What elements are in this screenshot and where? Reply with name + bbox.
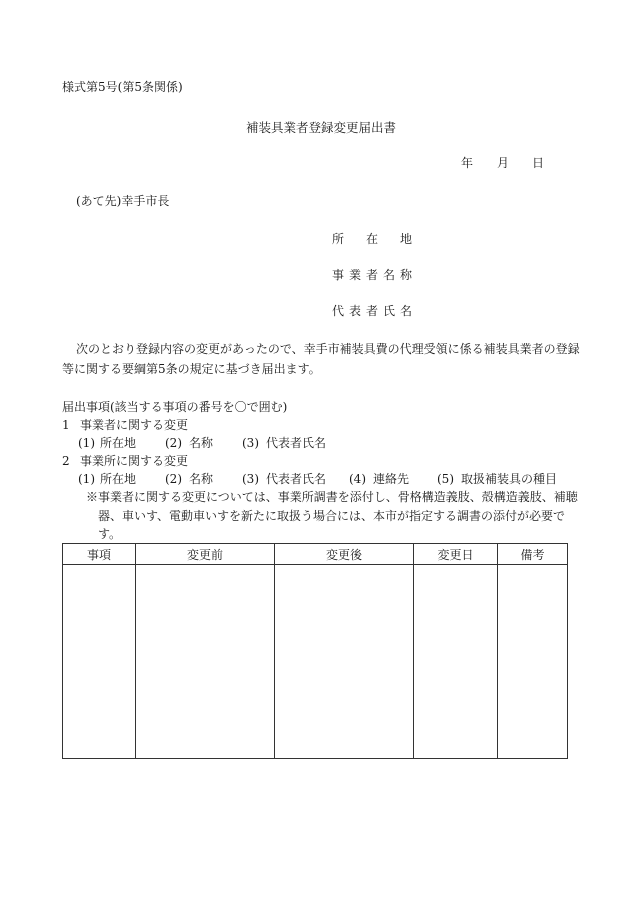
addressee: (あて先)幸手市長 — [76, 194, 170, 208]
section-2-option-5: (5) 取扱補装具の種目 — [437, 472, 558, 486]
section-1-option-3: (3) 代表者氏名 — [242, 436, 327, 450]
form-number: 様式第5号(第5条関係) — [62, 80, 183, 94]
section-2-option-2: (2) 名称 — [165, 472, 214, 486]
note-line-1: ※事業者に関する変更については、事業所調書を添付し、骨格構造義肢、殻構造義肢、補聴 — [86, 490, 578, 504]
representative-label: 代 表 者 氏 名 — [332, 304, 413, 318]
item-cell[interactable] — [63, 565, 136, 759]
date-year-label: 年 — [461, 156, 474, 170]
address-label: 所 在 地 — [332, 232, 413, 246]
change-table — [62, 543, 568, 759]
body-text-line-2: 等に関する要綱第5条の規定に基づき届出ます。 — [62, 362, 321, 376]
table-header-row — [63, 544, 568, 565]
header-before: 変更前 — [136, 544, 275, 565]
business-name-label: 事 業 者 名 称 — [332, 268, 413, 282]
document-title: 補装具業者登録変更届出書 — [246, 120, 397, 135]
section-1-option-1: (1) 所在地 — [78, 436, 137, 450]
remarks-cell[interactable] — [498, 565, 568, 759]
header-after: 変更後 — [275, 544, 414, 565]
section-2-option-3: (3) 代表者氏名 — [242, 472, 327, 486]
section-2-option-4: (4) 連絡先 — [349, 472, 410, 486]
date-month-label: 月 — [497, 156, 510, 170]
section-2-heading: 2 事業所に関する変更 — [62, 454, 189, 468]
body-text-line-1: 次のとおり登録内容の変更があったので、幸手市補装具費の代理受領に係る補装具業者の登録 — [76, 342, 580, 356]
section-1-option-2: (2) 名称 — [165, 436, 214, 450]
date-day-label: 日 — [532, 156, 545, 170]
header-item: 事項 — [63, 544, 136, 565]
table-row — [63, 565, 568, 759]
note-line-2: 器、車いす、電動車いすを新たに取扱う場合には、本市が指定する調書の添付が必要で — [98, 509, 566, 523]
section-1-heading: 1 事業者に関する変更 — [62, 418, 189, 432]
header-change-date: 変更日 — [414, 544, 498, 565]
note-line-3: す。 — [98, 527, 122, 541]
before-cell[interactable] — [136, 565, 275, 759]
change-date-cell[interactable] — [414, 565, 498, 759]
header-remarks: 備考 — [498, 544, 568, 565]
after-cell[interactable] — [275, 565, 414, 759]
items-heading: 届出事項(該当する事項の番号を〇で囲む) — [62, 400, 288, 414]
section-2-option-1: (1) 所在地 — [78, 472, 137, 486]
